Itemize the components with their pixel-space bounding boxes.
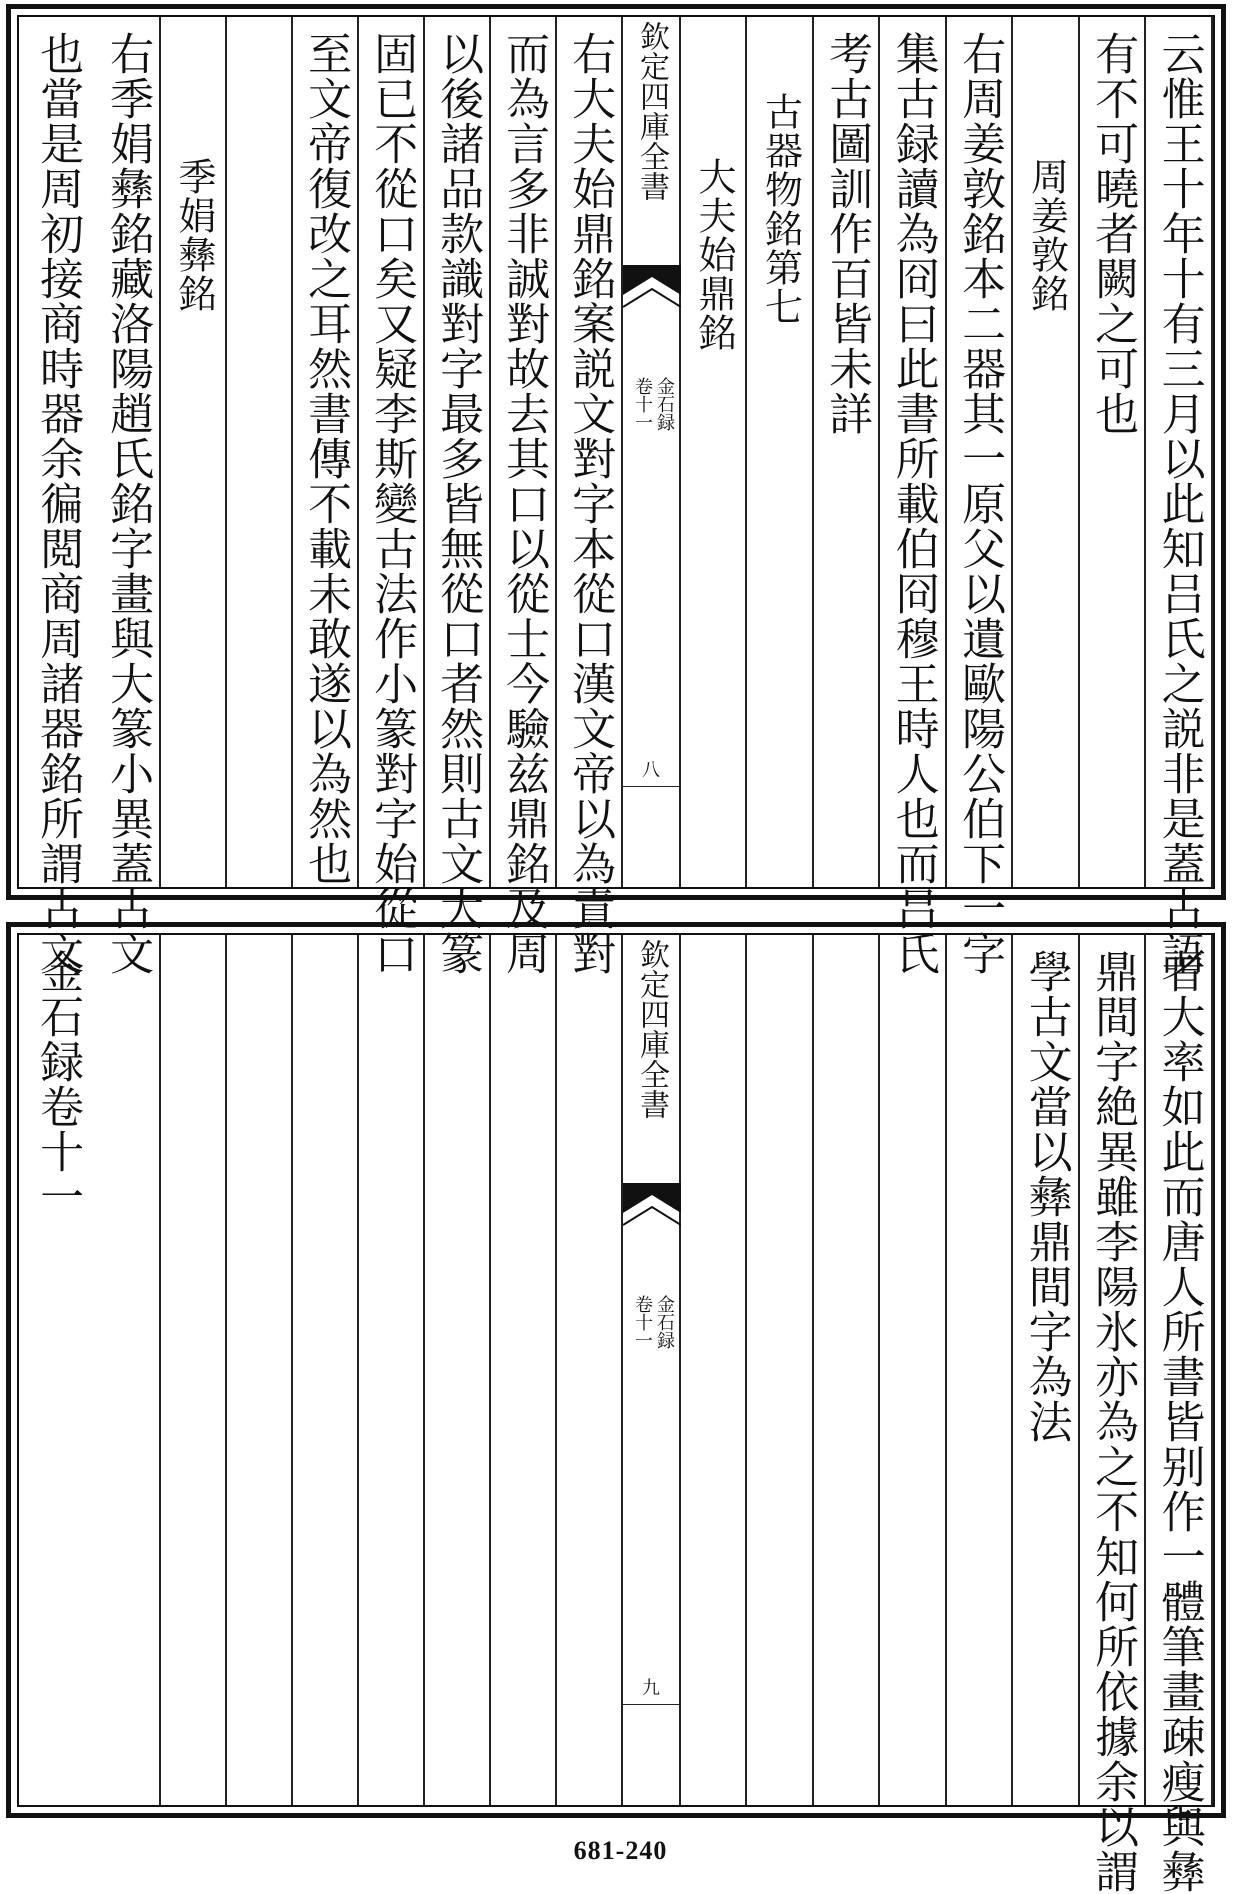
text-column bbox=[947, 17, 1013, 976]
column-text: 右季娟彝銘藏洛陽趙氏銘字畫與大篆小異蓋古文 bbox=[102, 31, 154, 976]
center-gutter bbox=[623, 935, 681, 1805]
chapter-heading: 古器物銘第七 bbox=[758, 92, 803, 326]
text-column bbox=[814, 17, 880, 887]
column-text: 而為言多非誠對故去其口以從士今驗兹鼎銘及周 bbox=[498, 31, 550, 976]
gutter-title: 欽定四庫全書 bbox=[634, 21, 669, 201]
column-text: 集古録讀為冏曰此書所載伯冏穆王時人也而吕氏 bbox=[887, 31, 939, 976]
column-text: 也當是周初接商時器余徧閲商周諸器銘所謂古文 bbox=[32, 31, 84, 976]
text-column bbox=[1080, 17, 1146, 887]
text-column bbox=[681, 935, 747, 1805]
text-column bbox=[293, 17, 359, 887]
column-text: 固已不從口矣又疑李斯變古法作小篆對字始從口 bbox=[366, 31, 418, 976]
text-column bbox=[491, 17, 557, 976]
column-text: 者大率如此而唐人所書皆别作一體筆畫疎瘦與彝 bbox=[1153, 949, 1205, 1894]
column-text: 鼎間字絶異雖李陽氷亦為之不知何所依據余以謂 bbox=[1087, 949, 1139, 1894]
text-column bbox=[19, 17, 95, 976]
page-frame bbox=[17, 15, 1215, 976]
text-column bbox=[1013, 17, 1080, 887]
column-text: 右周姜敦銘本二器其一原父以遺歐陽公伯下一字 bbox=[954, 31, 1006, 976]
text-column bbox=[161, 935, 227, 1805]
gutter-title: 欽定四庫全書 bbox=[634, 939, 669, 1119]
fish-tail-mark bbox=[623, 1183, 681, 1243]
text-column bbox=[293, 935, 359, 1805]
text-column bbox=[19, 935, 95, 1805]
scan-page-id: 681-240 bbox=[573, 1836, 668, 1865]
text-column bbox=[947, 935, 1013, 1805]
text-column bbox=[747, 17, 814, 887]
text-column bbox=[681, 17, 747, 887]
text-column bbox=[95, 17, 161, 976]
column-text: 考古圖訓作百皆未詳 bbox=[821, 31, 873, 436]
text-column bbox=[747, 935, 814, 1805]
text-column bbox=[227, 17, 293, 887]
section-heading: 大夫始鼎銘 bbox=[691, 157, 736, 352]
text-column bbox=[491, 935, 557, 1805]
text-column bbox=[814, 935, 880, 1805]
column-text: 至文帝復改之耳然書傳不載未敢遂以為然也 bbox=[300, 31, 352, 886]
column-text: 學古文當以彝鼎間字為法 bbox=[1020, 949, 1072, 1444]
text-column bbox=[425, 17, 491, 976]
text-column bbox=[161, 17, 227, 887]
fish-tail-mark bbox=[623, 265, 681, 325]
text-column bbox=[1013, 935, 1080, 1805]
text-column bbox=[1146, 935, 1213, 1894]
page-number: 九 bbox=[623, 1674, 679, 1705]
gutter-volume: 金石録 bbox=[654, 377, 675, 431]
gutter-volume-number: 卷十一 bbox=[632, 377, 653, 431]
text-column bbox=[557, 17, 623, 976]
section-heading: 周姜敦銘 bbox=[1024, 157, 1069, 313]
column-text: 右大夫始鼎銘案説文對字本從口漢文帝以為責對 bbox=[564, 31, 616, 976]
page-number: 八 bbox=[623, 756, 679, 787]
section-heading: 季娟彝銘 bbox=[171, 157, 216, 313]
page-top bbox=[6, 4, 1226, 976]
column-text: 以後諸品款識對字最多皆無從口者然則古文大篆 bbox=[432, 31, 484, 976]
text-column bbox=[95, 935, 161, 1805]
text-column bbox=[880, 17, 947, 976]
center-gutter bbox=[623, 17, 681, 887]
closing-title: 金石録卷十一 bbox=[32, 949, 84, 1219]
text-column bbox=[425, 935, 491, 1805]
text-column bbox=[557, 935, 623, 1805]
text-column bbox=[880, 935, 947, 1805]
text-column bbox=[359, 17, 425, 976]
text-column bbox=[1146, 17, 1213, 976]
column-text: 云惟王十年十有三月以此知吕氏之説非是蓋古語 bbox=[1153, 31, 1205, 976]
text-column bbox=[227, 935, 293, 1805]
text-column bbox=[1080, 935, 1146, 1894]
column-text: 有不可曉者闕之可也 bbox=[1087, 31, 1139, 436]
gutter-volume: 金石録 bbox=[654, 1295, 675, 1349]
text-column bbox=[359, 935, 425, 1805]
gutter-volume-number: 卷十一 bbox=[632, 1295, 653, 1349]
